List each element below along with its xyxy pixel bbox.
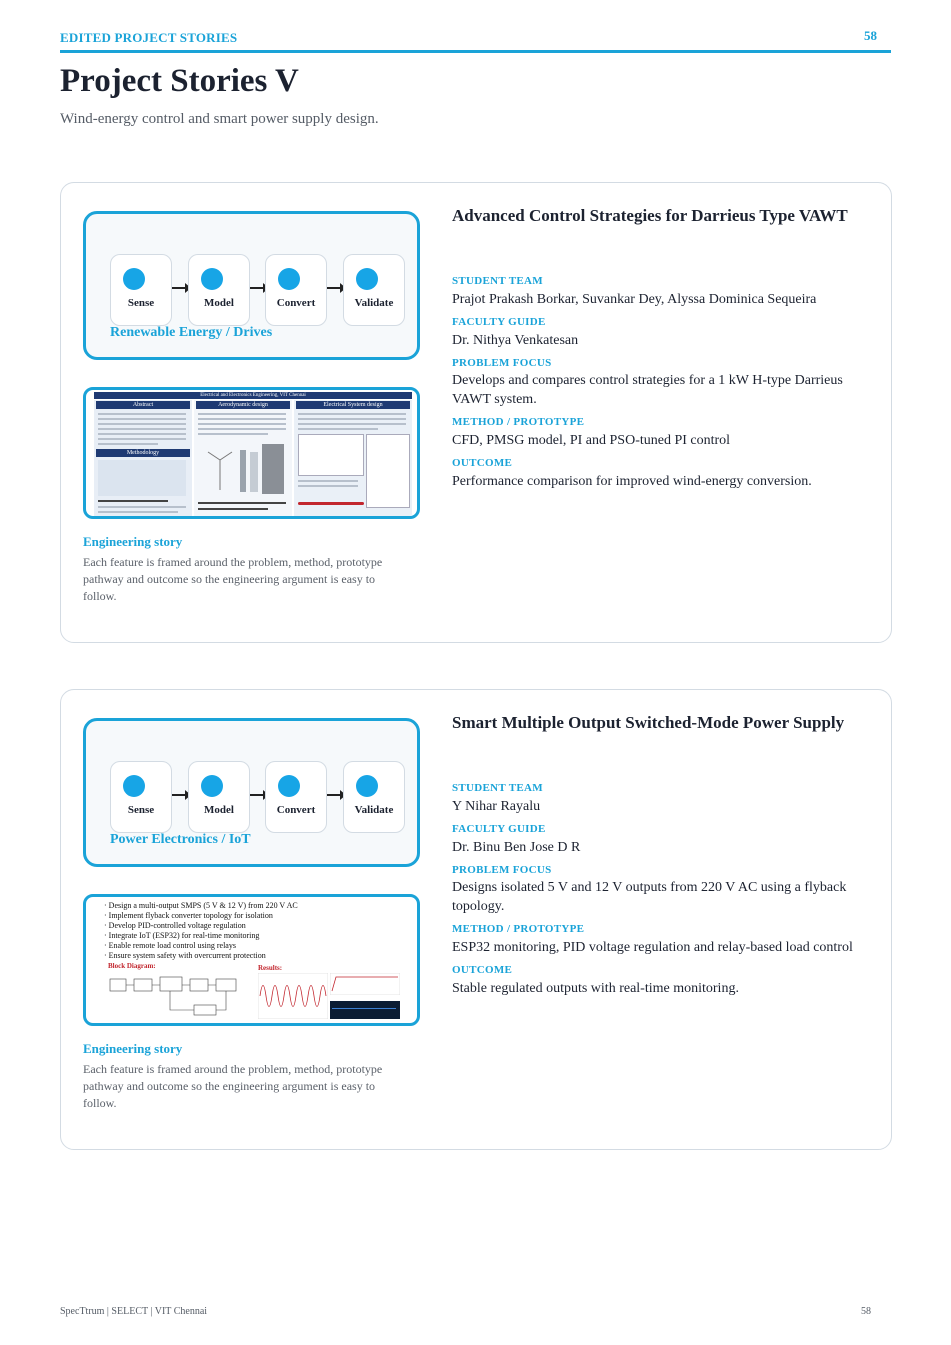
running-header [60, 28, 891, 53]
student-team-value: Y Nihar Rayalu [452, 799, 541, 814]
poster-bullet: · Design a multi-output SMPS (5 V & 12 V) from 220 V AC [104, 901, 298, 910]
engineering-story-heading: Engineering story [83, 534, 183, 549]
block-diagram-label: Block Diagram: [108, 962, 156, 970]
pipeline-step-model: Model [188, 254, 250, 326]
poster-bullet: · Ensure system safety with overcurrent protection [104, 951, 266, 960]
pipeline-step-convert: Convert [265, 254, 327, 326]
problem-focus-label: PROBLEM FOCUS [452, 864, 552, 876]
poster-heading: Abstract [96, 401, 190, 409]
outcome-value: Performance comparison for improved wind-energy conversion. [452, 474, 812, 489]
page-subtitle: Wind-energy control and smart power supply design. [60, 111, 379, 127]
project-title: Smart Multiple Output Switched-Mode Power Supply [452, 713, 845, 732]
pipeline-step-model: Model [188, 761, 250, 833]
problem-focus-label: PROBLEM FOCUS [452, 357, 552, 369]
serial-monitor-figure [330, 1001, 400, 1019]
outcome-label: OUTCOME [452, 457, 513, 469]
outcome-value: Stable regulated outputs with real-time monitoring. [452, 981, 739, 996]
poster-objectives [104, 901, 404, 961]
results-label: Results: [258, 964, 283, 972]
pipeline-diagram [83, 718, 420, 867]
student-team-value: Prajot Prakash Borkar, Suvankar Dey, Alyssa Dominica Sequeira [452, 292, 817, 307]
project-title: Advanced Control Strategies for Darrieus Type VAWT [452, 206, 848, 225]
project-domain: Power Electronics / IoT [110, 832, 251, 847]
problem-focus-value: Designs isolated 5 V and 12 V outputs from 220 V AC using a flyback topology. [452, 880, 847, 914]
project-card-1 [60, 182, 892, 643]
project-domain: Renewable Energy / Drives [110, 325, 273, 340]
student-team-label: STUDENT TEAM [452, 275, 543, 287]
poster-heading: Electrical System design [296, 401, 410, 409]
poster-thumbnail [83, 894, 420, 1026]
outcome-label: OUTCOME [452, 964, 513, 976]
pipeline-step-validate: Validate [343, 761, 405, 833]
poster-heading: Aerodynamic design [196, 401, 290, 409]
pipeline-diagram [83, 211, 420, 360]
problem-focus-value: Develops and compares control strategies for a 1 kW H-type Darrieus VAWT system. [452, 373, 843, 407]
method-value: CFD, PMSG model, PI and PSO-tuned PI control [452, 433, 731, 448]
faculty-guide-label: FACULTY GUIDE [452, 823, 546, 835]
poster-bullet: · Integrate IoT (ESP32) for real-time monitoring [104, 931, 260, 940]
page-title: Project Stories V [60, 63, 299, 99]
step-dot-icon [278, 775, 300, 797]
step-dot-icon [356, 268, 378, 290]
block-diagram-figure [108, 973, 256, 1021]
poster-bullet: · Enable remote load control using relays [104, 941, 236, 950]
poster-thumbnail [83, 387, 420, 519]
faculty-guide-label: FACULTY GUIDE [452, 316, 546, 328]
step-dot-icon [201, 268, 223, 290]
header-page-number: 58 [864, 28, 877, 43]
footer-text: SpecTtrum | SELECT | VIT Chennai [60, 1306, 208, 1317]
step-dot-icon [123, 775, 145, 797]
step-dot-icon [278, 268, 300, 290]
poster-banner: Electrical and Electronics Engineering, VIT Chennai [94, 392, 412, 399]
poster-heading: Methodology [96, 449, 190, 457]
faculty-guide-value: Dr. Binu Ben Jose D R [452, 840, 581, 855]
pipeline-step-convert: Convert [265, 761, 327, 833]
turbine-figure [198, 440, 288, 498]
method-label: METHOD / PROTOTYPE [452, 923, 585, 935]
step-dot-icon [123, 268, 145, 290]
pipeline-step-validate: Validate [343, 254, 405, 326]
pipeline-step-sense: Sense [110, 254, 172, 326]
engineering-story-heading: Engineering story [83, 1041, 183, 1056]
student-team-label: STUDENT TEAM [452, 782, 543, 794]
section-label: EDITED PROJECT STORIES [60, 30, 238, 45]
step-dot-icon [201, 775, 223, 797]
engineering-story-text: Each feature is framed around the problem, method, prototype pathway and outcome so the engineering argument is easy to follow. [83, 555, 383, 603]
footer-page-number: 58 [861, 1306, 871, 1317]
method-value: ESP32 monitoring, PID voltage regulation and relay-based load control [452, 940, 853, 955]
engineering-story-text: Each feature is framed around the problem, method, prototype pathway and outcome so the engineering argument is easy to follow. [83, 1062, 383, 1110]
step-response-figure [330, 973, 400, 995]
method-label: METHOD / PROTOTYPE [452, 416, 585, 428]
project-card-2 [60, 689, 892, 1150]
poster-bullet: · Develop PID-controlled voltage regulation [104, 921, 246, 930]
waveform-figure [258, 973, 328, 1019]
pipeline-step-sense: Sense [110, 761, 172, 833]
poster-bullet: · Implement flyback converter topology for isolation [104, 911, 273, 920]
faculty-guide-value: Dr. Nithya Venkatesan [452, 333, 579, 348]
step-dot-icon [356, 775, 378, 797]
